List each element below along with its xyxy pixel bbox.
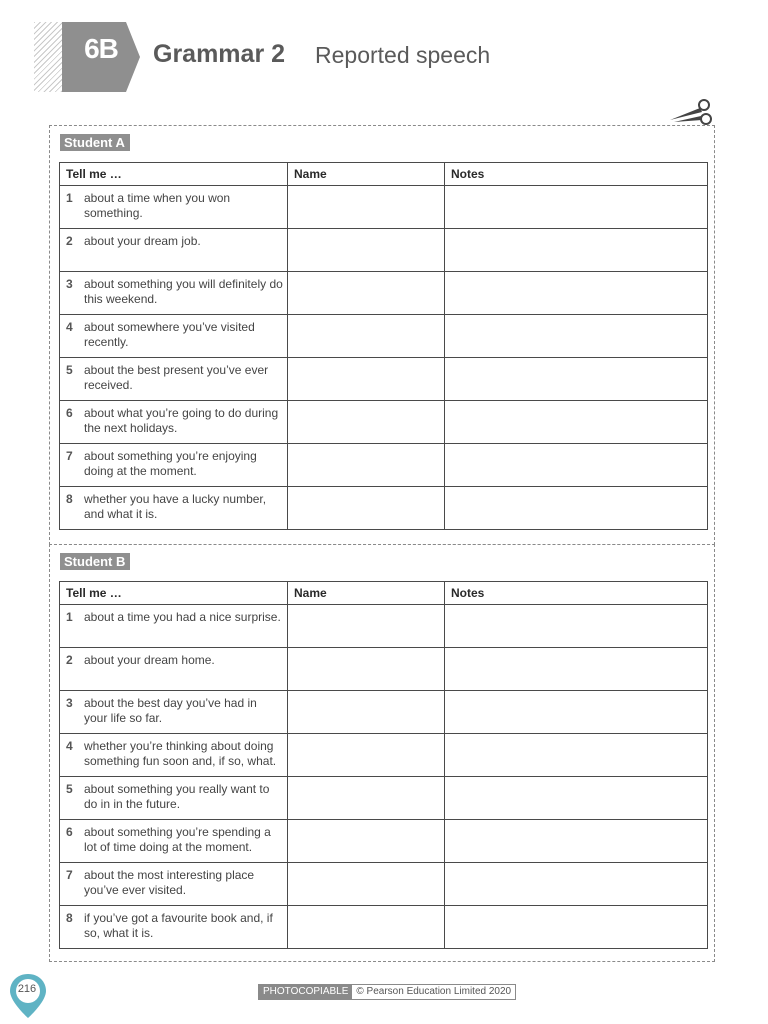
student-a-table (59, 162, 708, 530)
location-pin-icon (8, 972, 48, 1020)
column-header-tell-me: Tell me … (60, 582, 288, 605)
prompt-text: about something you really want to do in in the future. (84, 782, 270, 811)
copyright-text: © Pearson Education Limited 2020 (356, 986, 512, 997)
page-title: Grammar 2 (153, 40, 286, 68)
prompt-text: about the best day you’ve had in your life so far. (84, 696, 257, 725)
prompt-cell (60, 229, 288, 272)
prompt-cell (60, 315, 288, 358)
prompt-text: about your dream job. (84, 234, 201, 248)
item-number: 4 (66, 320, 73, 334)
name-cell[interactable] (288, 487, 445, 530)
prompt-text: about the best present you’ve ever received. (84, 363, 269, 392)
notes-cell[interactable] (445, 186, 708, 229)
prompt-cell (60, 820, 288, 863)
table-header-row (60, 163, 708, 186)
prompt-cell (60, 777, 288, 820)
prompt-text: about a time you had a nice surprise. (84, 610, 281, 624)
item-number: 8 (66, 911, 73, 925)
column-header-name: Name (288, 163, 445, 186)
table-row (60, 906, 708, 949)
table-row (60, 444, 708, 487)
item-number: 7 (66, 449, 73, 463)
notes-cell[interactable] (445, 691, 708, 734)
notes-cell[interactable] (445, 648, 708, 691)
prompt-text: about something you’re spending a lot of time doing at the moment. (84, 825, 271, 854)
table-row (60, 734, 708, 777)
column-header-notes: Notes (445, 163, 708, 186)
name-cell[interactable] (288, 358, 445, 401)
notes-cell[interactable] (445, 734, 708, 777)
prompt-text: about the most interesting place you’ve ever visited. (84, 868, 255, 897)
student-a-section (49, 125, 715, 545)
photocopiable-label: PHOTOCOPIABLE (259, 985, 352, 999)
prompt-text: whether you have a lucky number, and what it is. (84, 492, 267, 521)
prompt-cell (60, 487, 288, 530)
notes-cell[interactable] (445, 401, 708, 444)
prompt-cell (60, 906, 288, 949)
table-row (60, 691, 708, 734)
column-header-tell-me: Tell me … (60, 163, 288, 186)
table-row (60, 487, 708, 530)
notes-cell[interactable] (445, 820, 708, 863)
item-number: 7 (66, 868, 73, 882)
prompt-text: if you’ve got a favourite book and, if so, what it is. (84, 911, 273, 940)
prompt-cell (60, 605, 288, 648)
item-number: 6 (66, 406, 73, 420)
prompt-text: about something you’re enjoying doing at the moment. (84, 449, 257, 478)
table-row (60, 820, 708, 863)
name-cell[interactable] (288, 315, 445, 358)
table-row (60, 229, 708, 272)
item-number: 8 (66, 492, 73, 506)
prompt-cell (60, 648, 288, 691)
name-cell[interactable] (288, 820, 445, 863)
name-cell[interactable] (288, 605, 445, 648)
notes-cell[interactable] (445, 777, 708, 820)
item-number: 3 (66, 696, 73, 710)
prompt-cell (60, 401, 288, 444)
student-b-label: Student B (60, 553, 130, 570)
name-cell[interactable] (288, 272, 445, 315)
student-b-table (59, 581, 708, 949)
prompt-cell (60, 691, 288, 734)
prompt-text: about what you’re going to do during the next holidays. (84, 406, 279, 435)
notes-cell[interactable] (445, 358, 708, 401)
notes-cell[interactable] (445, 272, 708, 315)
notes-cell[interactable] (445, 444, 708, 487)
notes-cell[interactable] (445, 229, 708, 272)
table-row (60, 863, 708, 906)
notes-cell[interactable] (445, 605, 708, 648)
table-row (60, 777, 708, 820)
item-number: 2 (66, 234, 73, 248)
table-row (60, 401, 708, 444)
item-number: 3 (66, 277, 73, 291)
item-number: 5 (66, 782, 73, 796)
prompt-text: about something you will definitely do this weekend. (84, 277, 283, 306)
name-cell[interactable] (288, 863, 445, 906)
name-cell[interactable] (288, 444, 445, 487)
prompt-text: about your dream home. (84, 653, 215, 667)
column-header-notes: Notes (445, 582, 708, 605)
prompt-cell (60, 272, 288, 315)
name-cell[interactable] (288, 691, 445, 734)
prompt-cell (60, 358, 288, 401)
student-b-section (49, 544, 715, 962)
name-cell[interactable] (288, 906, 445, 949)
prompt-cell (60, 734, 288, 777)
notes-cell[interactable] (445, 906, 708, 949)
table-header-row (60, 582, 708, 605)
prompt-text: whether you’re thinking about doing something fun soon and, if so, what. (84, 739, 277, 768)
name-cell[interactable] (288, 401, 445, 444)
name-cell[interactable] (288, 229, 445, 272)
name-cell[interactable] (288, 186, 445, 229)
item-number: 5 (66, 363, 73, 377)
prompt-cell (60, 186, 288, 229)
column-header-name: Name (288, 582, 445, 605)
page-subtitle: Reported speech (315, 42, 491, 68)
table-row (60, 605, 708, 648)
table-row (60, 272, 708, 315)
notes-cell[interactable] (445, 487, 708, 530)
scissors-icon (668, 98, 714, 128)
item-number: 4 (66, 739, 73, 753)
table-row (60, 186, 708, 229)
table-row (60, 358, 708, 401)
name-cell[interactable] (288, 648, 445, 691)
prompt-cell (60, 863, 288, 906)
prompt-cell (60, 444, 288, 487)
name-cell[interactable] (288, 777, 445, 820)
page-number: 216 (17, 983, 37, 995)
notes-cell[interactable] (445, 863, 708, 906)
unit-code: 6B (84, 33, 118, 64)
prompt-text: about somewhere you’ve visited recently. (84, 320, 255, 349)
notes-cell[interactable] (445, 315, 708, 358)
footer-credit (258, 984, 516, 1000)
prompt-text: about a time when you won something. (84, 191, 231, 220)
item-number: 6 (66, 825, 73, 839)
table-row (60, 648, 708, 691)
name-cell[interactable] (288, 734, 445, 777)
student-a-label: Student A (60, 134, 130, 151)
table-row (60, 315, 708, 358)
item-number: 1 (66, 191, 73, 205)
item-number: 1 (66, 610, 73, 624)
item-number: 2 (66, 653, 73, 667)
